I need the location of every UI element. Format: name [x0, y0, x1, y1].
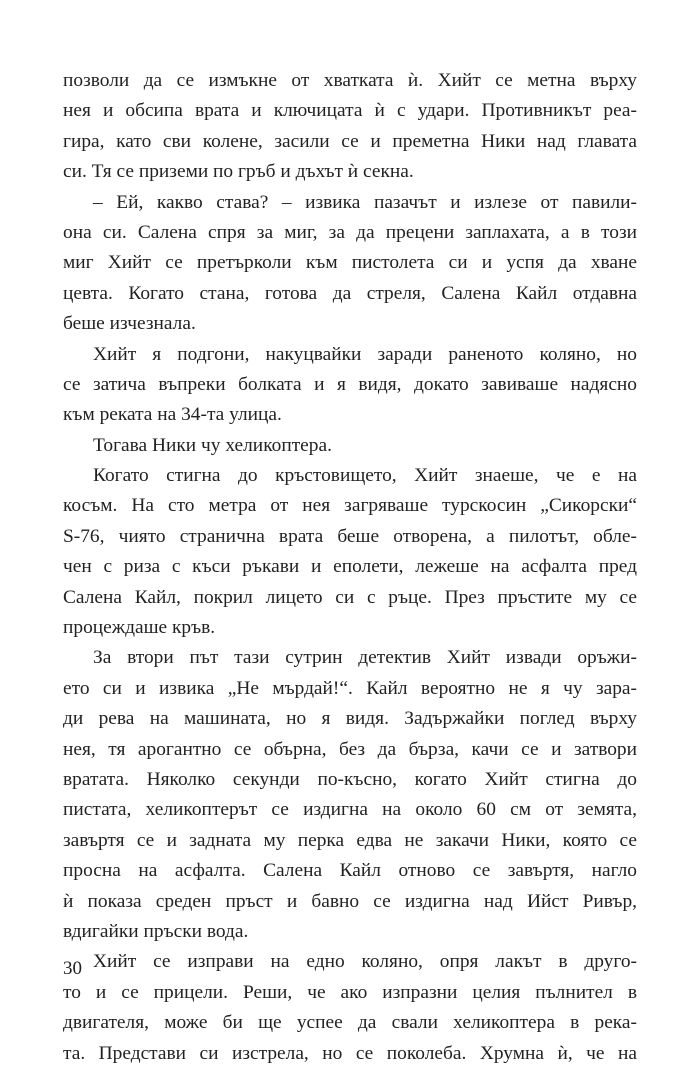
text-line: косъм. На сто метра от нея загряваше турскосин „Сикорски“ — [63, 495, 637, 517]
text-line: просна на асфалта. Салена Кайл отново се завъртя, нагло — [63, 860, 637, 882]
text-line: Салена Кайл, покрил лицето си с ръце. През пръстите му се — [63, 586, 637, 608]
text-line: S-76, чиято странична врата беше отворена, а пилотът, обле- — [63, 525, 637, 547]
text-line: ди рева на машината, но я видя. Задържайки поглед върху — [63, 708, 637, 730]
text-line: За втори път тази сутрин детектив Хийт извади оръжи- — [93, 647, 637, 669]
text-line: миг Хийт се претърколи към пистолета си и успя да хване — [63, 252, 637, 274]
page-number: 30 — [63, 958, 82, 979]
text-line: нея, тя арогантно се обърна, без да бърза, качи се и затвори — [63, 738, 637, 760]
body-text — [63, 66, 637, 1069]
text-line: то и се прицели. Реши, че ако изпразни целия пълнител в — [63, 981, 637, 1003]
text-line: двигателя, може би ще успее да свали хеликоптера в река- — [63, 1012, 637, 1034]
text-line: ѝ показа среден пръст и бавно се издигна над Ийст Ривър, — [63, 890, 637, 912]
text-line: Тогава Ники чу хеликоптера. — [93, 434, 332, 456]
text-line: она си. Салена спря за миг, за да прецени заплахата, а в този — [63, 221, 637, 243]
text-line: завъртя се и задната му перка едва не закачи Ники, която се — [63, 829, 637, 851]
text-line: – Ей, какво става? – извика пазачът и излезе от павили- — [93, 191, 637, 213]
text-line: позволи да се измъкне от хватката ѝ. Хийт се метна върху — [63, 70, 637, 91]
text-line: беше изчезнала. — [63, 313, 196, 335]
text-line: Хийт я подгони, накуцвайки заради раненото коляно, но — [93, 343, 637, 365]
text-line: гира, като сви колене, засили се и преметна Ники над главата — [63, 130, 637, 152]
text-line: вдигайки пръски вода. — [63, 920, 249, 942]
text-line: пистата, хеликоптерът се издигна на около 60 см от земята, — [63, 799, 637, 821]
text-line: цевта. Когато стана, готова да стреля, Салена Кайл отдавна — [63, 282, 637, 304]
text-line: си. Тя се приземи по гръб и дъхът ѝ секна. — [63, 161, 414, 183]
text-line: чен с риза с къси ръкави и еполети, лежеше на асфалта пред — [63, 556, 637, 578]
text-line: се затича въпреки болката и я видя, докато завиваше надясно — [63, 373, 637, 395]
text-line: Когато стигна до кръстовището, Хийт знаеше, че е на — [93, 465, 637, 487]
text-line: към реката на 34-та улица. — [63, 404, 282, 426]
text-line: Хийт се изправи на едно коляно, опря лакът в друго- — [93, 951, 637, 973]
text-line: вратата. Няколко секунди по-късно, когато Хийт стигна до — [63, 768, 637, 790]
text-line: та. Представи си изстрела, но се поколеба. Хрумна ѝ, че на — [63, 1042, 637, 1064]
text-line: нея и обсипа врата и ключицата ѝ с удари. Противникът реа- — [63, 100, 637, 122]
text-line: процеждаше кръв. — [63, 617, 216, 639]
text-line: ето си и извика „Не мърдай!“. Кайл вероятно не я чу зара- — [63, 677, 637, 699]
